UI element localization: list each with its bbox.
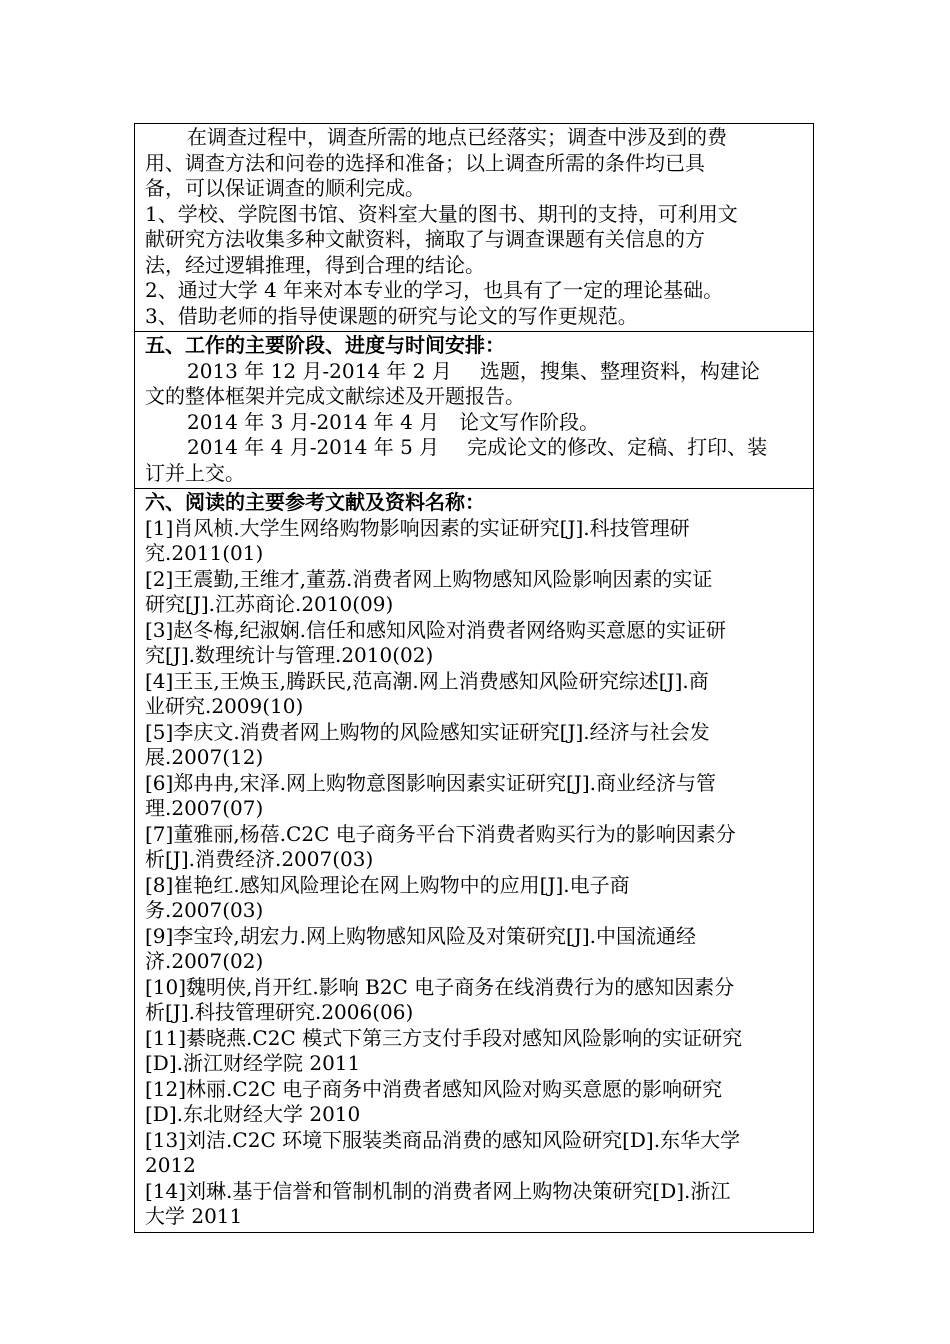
schedule-text: 完成论文的修改、定稿、打印、装 (467, 435, 768, 459)
reference-line: [6]郑冉冉,宋泽.网上购物意图影响因素实证研究[J].商业经济与管 (145, 770, 717, 795)
reference-list (145, 516, 803, 1230)
reference-line: [10]魏明侠,肖开红.影响 B2C 电子商务在线消费行为的感知因素分 (145, 974, 735, 999)
text-line: 2、通过大学 4 年来对本专业的学习，也具有了一定的理论基础。 (145, 278, 724, 302)
schedule-line (145, 435, 803, 461)
schedule-line (145, 359, 803, 385)
reference-line: [8]崔艳红.感知风险理论在网上购物中的应用[J].电子商 (145, 872, 630, 897)
reference-line: [3]赵冬梅,纪淑娴.信任和感知风险对消费者网络购买意愿的实证研 (145, 617, 727, 642)
reference-line: [4]王玉,王焕玉,腾跃民,范高潮.网上消费感知风险研究综述[J].商 (145, 668, 709, 693)
text-line: 3、借助老师的指导使课题的研究与论文的写作更规范。 (145, 303, 638, 328)
reference-line: [14]刘琳.基于信誉和管制机制的消费者网上购物决策研究[D].浙江 (145, 1178, 731, 1203)
conditions-cell (135, 124, 813, 331)
reference-line: 业研究.2009(10) (145, 694, 304, 718)
reference-line: [12]林丽.C2C 电子商务中消费者感知风险对购买意愿的影响研究 (145, 1076, 723, 1101)
reference-line: [1]肖风桢.大学生网络购物影响因素的实证研究[J].科技管理研 (145, 515, 690, 540)
schedule-continuation: 订并上交。 (145, 460, 245, 485)
reference-line: [11]綦晓燕.C2C 模式下第三方支付手段对感知风险影响的实证研究 (145, 1025, 743, 1050)
reference-line: [D].东北财经大学 2010 (145, 1102, 361, 1126)
proposal-table (134, 123, 814, 1233)
schedule-line (145, 410, 803, 436)
reference-line: [13]刘洁.C2C 环境下服装类商品消费的感知风险研究[D].东华大学 (145, 1127, 741, 1152)
reference-line: 务.2007(03) (145, 898, 264, 922)
reference-line: 展.2007(12) (145, 745, 264, 769)
reference-line: 究[J].数理统计与管理.2010(02) (145, 643, 434, 667)
text-line: 法，经过逻辑推理，得到合理的结论。 (145, 252, 485, 277)
text-line: 1、学校、学院图书馆、资料室大量的图书、期刊的支持，可利用文 (145, 201, 738, 226)
reference-line: [7]董雅丽,杨蓓.C2C 电子商务平台下消费者购买行为的影响因素分 (145, 821, 736, 846)
reference-line: 理.2007(07) (145, 796, 264, 820)
reference-line: 析[J].科技管理研究.2006(06) (145, 1000, 414, 1024)
reference-line: [5]李庆文.消费者网上购物的风险感知实证研究[J].经济与社会发 (145, 719, 710, 744)
reference-line: 济.2007(02) (145, 949, 264, 973)
section-heading: 六、阅读的主要参考文献及资料名称： (145, 490, 485, 514)
reference-line: [D].浙江财经学院 2011 (145, 1051, 361, 1075)
reference-line: 2012 (145, 1153, 196, 1177)
schedule-continuation: 文的整体框架并完成文献综述及开题报告。 (145, 384, 525, 408)
section-heading: 五、工作的主要阶段、进度与时间安排： (145, 333, 505, 357)
reference-line: [9]李宝玲,胡宏力.网上购物感知风险及对策研究[J].中国流通经 (145, 923, 697, 948)
reference-line: 大学 2011 (145, 1204, 243, 1228)
reference-line: [2]王震勤,王维才,董荔.消费者网上购物感知风险影响因素的实证 (145, 566, 713, 591)
reference-line: 研究[J].江苏商论.2010(09) (145, 592, 394, 616)
schedule-text: 论文写作阶段。 (459, 409, 600, 434)
text-line: 备，可以保证调查的顺利完成。 (145, 176, 425, 200)
text-line: 献研究方法收集多种文献资料，摘取了与调查课题有关信息的方 (145, 227, 705, 251)
text-line: 用、调查方法和问卷的选择和准备；以上调查所需的条件均已具 (145, 150, 705, 175)
schedule-date: 2014 年 4 月-2014 年 5 月 (187, 435, 440, 459)
schedule-date: 2014 年 3 月-2014 年 4 月 (187, 409, 440, 434)
schedule-date: 2013 年 12 月-2014 年 2 月 (187, 358, 452, 383)
reference-line: 究.2011(01) (145, 541, 264, 565)
references-cell (135, 488, 813, 1232)
reference-line: 析[J].消费经济.2007(03) (145, 847, 374, 871)
schedule-text: 选题，搜集、整理资料，构建论 (479, 358, 760, 383)
text-line: 在调查过程中，调查所需的地点已经落实；调查中涉及到的费 (187, 125, 727, 149)
schedule-cell (135, 331, 813, 488)
